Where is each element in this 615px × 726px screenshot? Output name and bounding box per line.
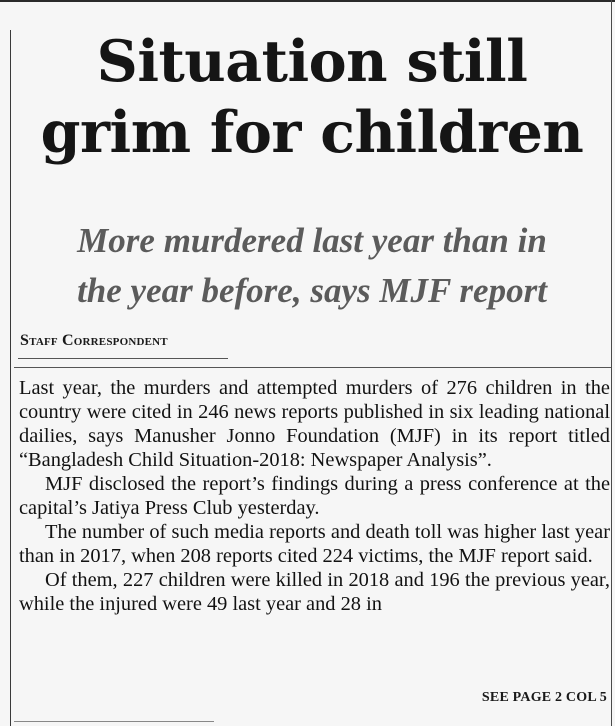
article-body <box>19 376 610 616</box>
subheadline <box>22 216 602 316</box>
bottom-divider <box>14 721 214 722</box>
byline: Staff Correspondent <box>20 332 168 349</box>
left-border <box>10 30 11 726</box>
paragraph-2: MJF disclosed the report’s findings during a press conference at the capital’s Jatiya Press Club yesterday. <box>19 473 610 519</box>
continuation-note: SEE PAGE 2 COL 5 <box>481 690 607 705</box>
right-border <box>611 0 612 726</box>
body-divider <box>14 367 611 368</box>
byline-divider <box>18 358 228 359</box>
paragraph-1: Last year, the murders and attempted murders of 276 children in the country were cited in 246 news reports published in six leading national dailies, says Manusher Jonno Foundation (MJF) in its report titled “Bangladesh Child Situation-2018: Newspaper Analysis”. <box>19 377 610 471</box>
subheadline-line-2: the year before, says MJF report <box>77 271 547 310</box>
paragraph-3: The number of such media reports and death toll was higher last year than in 2017, when 208 reports cited 224 victims, the MJF report said. <box>19 521 610 567</box>
headline-line-2: grim for children <box>40 99 584 166</box>
top-border <box>0 0 615 2</box>
paragraph-4: Of them, 227 children were killed in 2018 and 196 the previous year, while the injured were 49 last year and 28 in <box>19 569 610 615</box>
headline-line-1: Situation still <box>96 28 528 95</box>
subheadline-line-1: More murdered last year than in <box>77 221 547 260</box>
headline <box>22 26 602 168</box>
